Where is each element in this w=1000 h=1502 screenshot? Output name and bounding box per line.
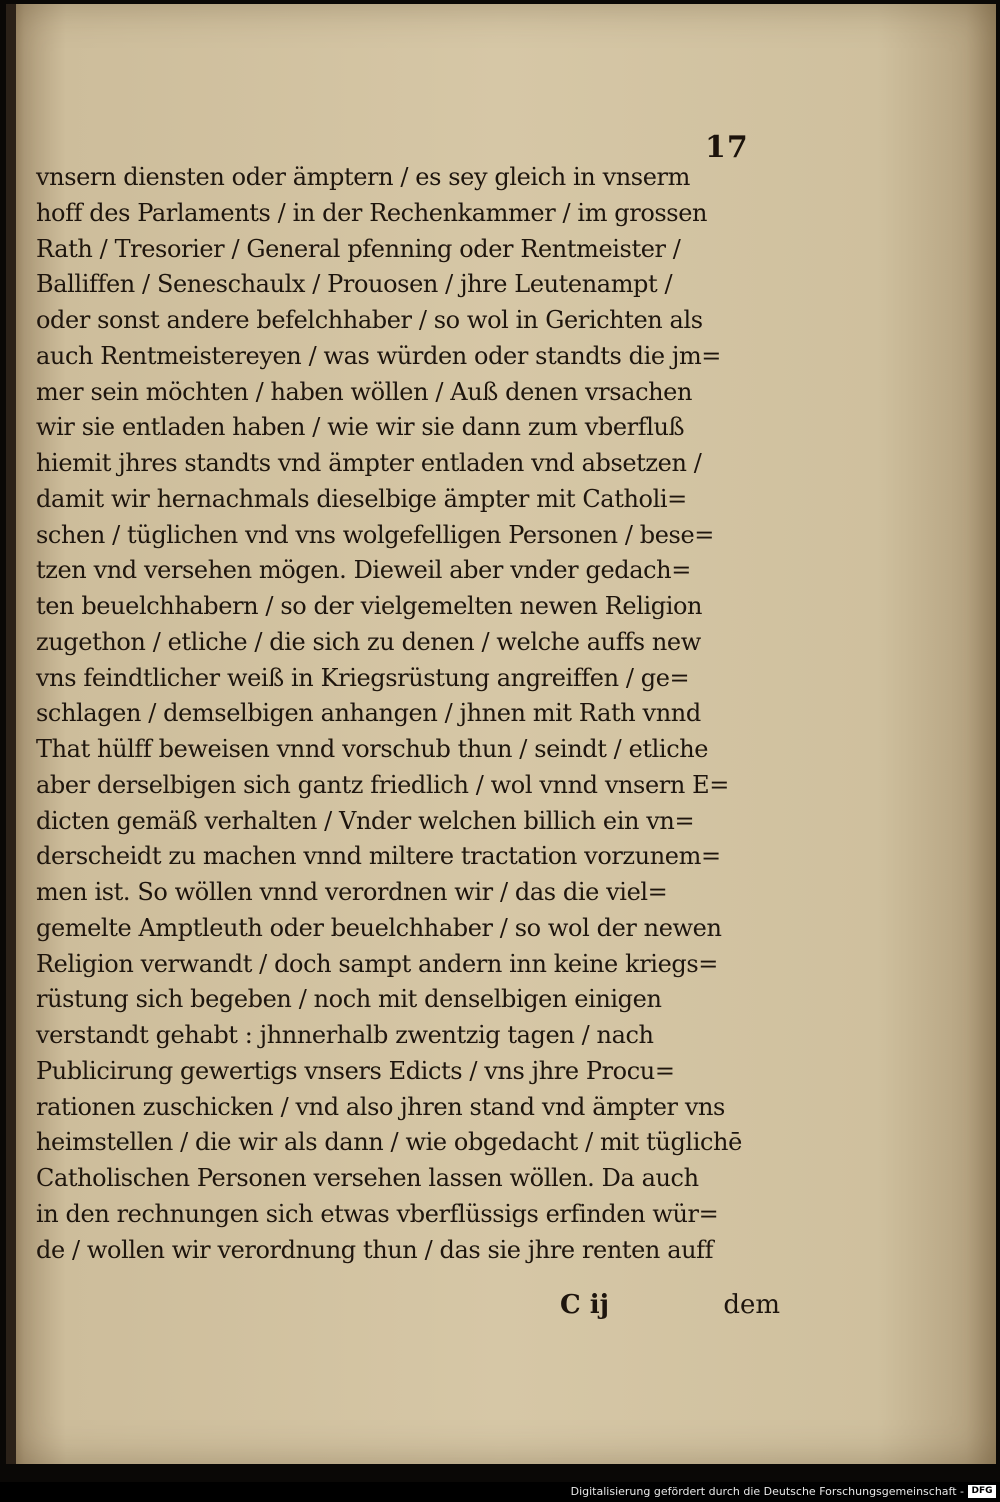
page-number: 17: [705, 130, 749, 165]
page-body-text: [36, 160, 776, 1268]
catchword: dem: [723, 1290, 780, 1320]
text-line: oder sonst andere befelchhaber / so wol in Gerichten als: [36, 306, 703, 334]
text-line: auch Rentmeistereyen / was würden oder standts die jm=: [36, 341, 722, 370]
text-line: de / wollen wir verordnung thun / das sie jhre renten auff: [36, 1235, 714, 1264]
text-line: aber derselbigen sich gantz friedlich / wol vnnd vnsern E=: [36, 770, 729, 799]
text-line: hiemit jhres standts vnd ämpter entladen vnd absetzen /: [36, 449, 702, 477]
text-line: heimstellen / die wir als dann / wie obgedacht / mit tüglichē: [36, 1128, 742, 1157]
text-line: mer sein möchten / haben wöllen / Auß denen vrsachen: [36, 377, 693, 406]
text-line: damit wir hernachmals dieselbige ämpter mit Catholi=: [36, 484, 687, 513]
page-footer-marks: [560, 1290, 780, 1326]
text-line: in den rechnungen sich etwas vberflüssigs erfinden wür=: [36, 1199, 719, 1228]
text-line: wir sie entladen haben / wie wir sie dann zum vberfluß: [36, 413, 685, 442]
text-line: vns feindtlicher weiß in Kriegsrüstung angreiffen / ge=: [36, 663, 690, 692]
text-line: rationen zuschicken / vnd also jhren stand vnd ämpter vns: [36, 1092, 725, 1121]
text-line: That hülff beweisen vnnd vorschub thun / seindt / etliche: [36, 735, 709, 763]
text-line: hoff des Parlaments / in der Rechenkammer / im grossen: [36, 198, 708, 227]
text-line: verstandt gehabt : jhnnerhalb zwentzig tagen / nach: [36, 1021, 654, 1049]
text-line: Rath / Tresorier / General pfenning oder Rentmeister /: [36, 234, 681, 263]
dfg-logo: DFG: [968, 1485, 996, 1498]
text-line: Catholischen Personen versehen lassen wöllen. Da auch: [36, 1164, 699, 1192]
text-line: derscheidt zu machen vnnd miltere tractation vorzunem=: [36, 842, 721, 871]
text-line: dicten gemäß verhalten / Vnder welchen billich ein vn=: [36, 806, 695, 835]
text-line: tzen vnd versehen mögen. Dieweil aber vnder gedach=: [36, 556, 691, 585]
text-line: ten beuelchhabern / so der vielgemelten newen Religion: [36, 592, 703, 620]
digitization-footer: [0, 1482, 1000, 1502]
text-line: schlagen / demselbigen anhangen / jhnen mit Rath vnnd: [36, 699, 701, 728]
text-line: Balliffen / Seneschaulx / Prouosen / jhre Leutenampt /: [36, 270, 673, 299]
text-line: rüstung sich begeben / noch mit denselbigen einigen: [36, 985, 662, 1014]
text-line: schen / tüglichen vnd vns wolgefelligen Personen / bese=: [36, 520, 714, 549]
text-line: vnsern diensten oder ämptern / es sey gleich in vnserm: [36, 163, 690, 191]
page-gutter: [6, 4, 16, 1464]
text-line: Religion verwandt / doch sampt andern inn keine kriegs=: [36, 949, 718, 978]
text-line: men ist. So wöllen vnnd verordnen wir / das die viel=: [36, 878, 668, 906]
signature-mark: C ij: [560, 1290, 610, 1320]
text-line: Publicirung gewertigs vnsers Edicts / vns jhre Procu=: [36, 1056, 675, 1085]
text-line: gemelte Amptleuth oder beuelchhaber / so wol der newen: [36, 913, 722, 942]
text-line: zugethon / etliche / die sich zu denen / welche auffs new: [36, 627, 701, 656]
footer-credit: Digitalisierung gefördert durch die Deutsche Forschungsgemeinschaft -: [570, 1485, 964, 1498]
